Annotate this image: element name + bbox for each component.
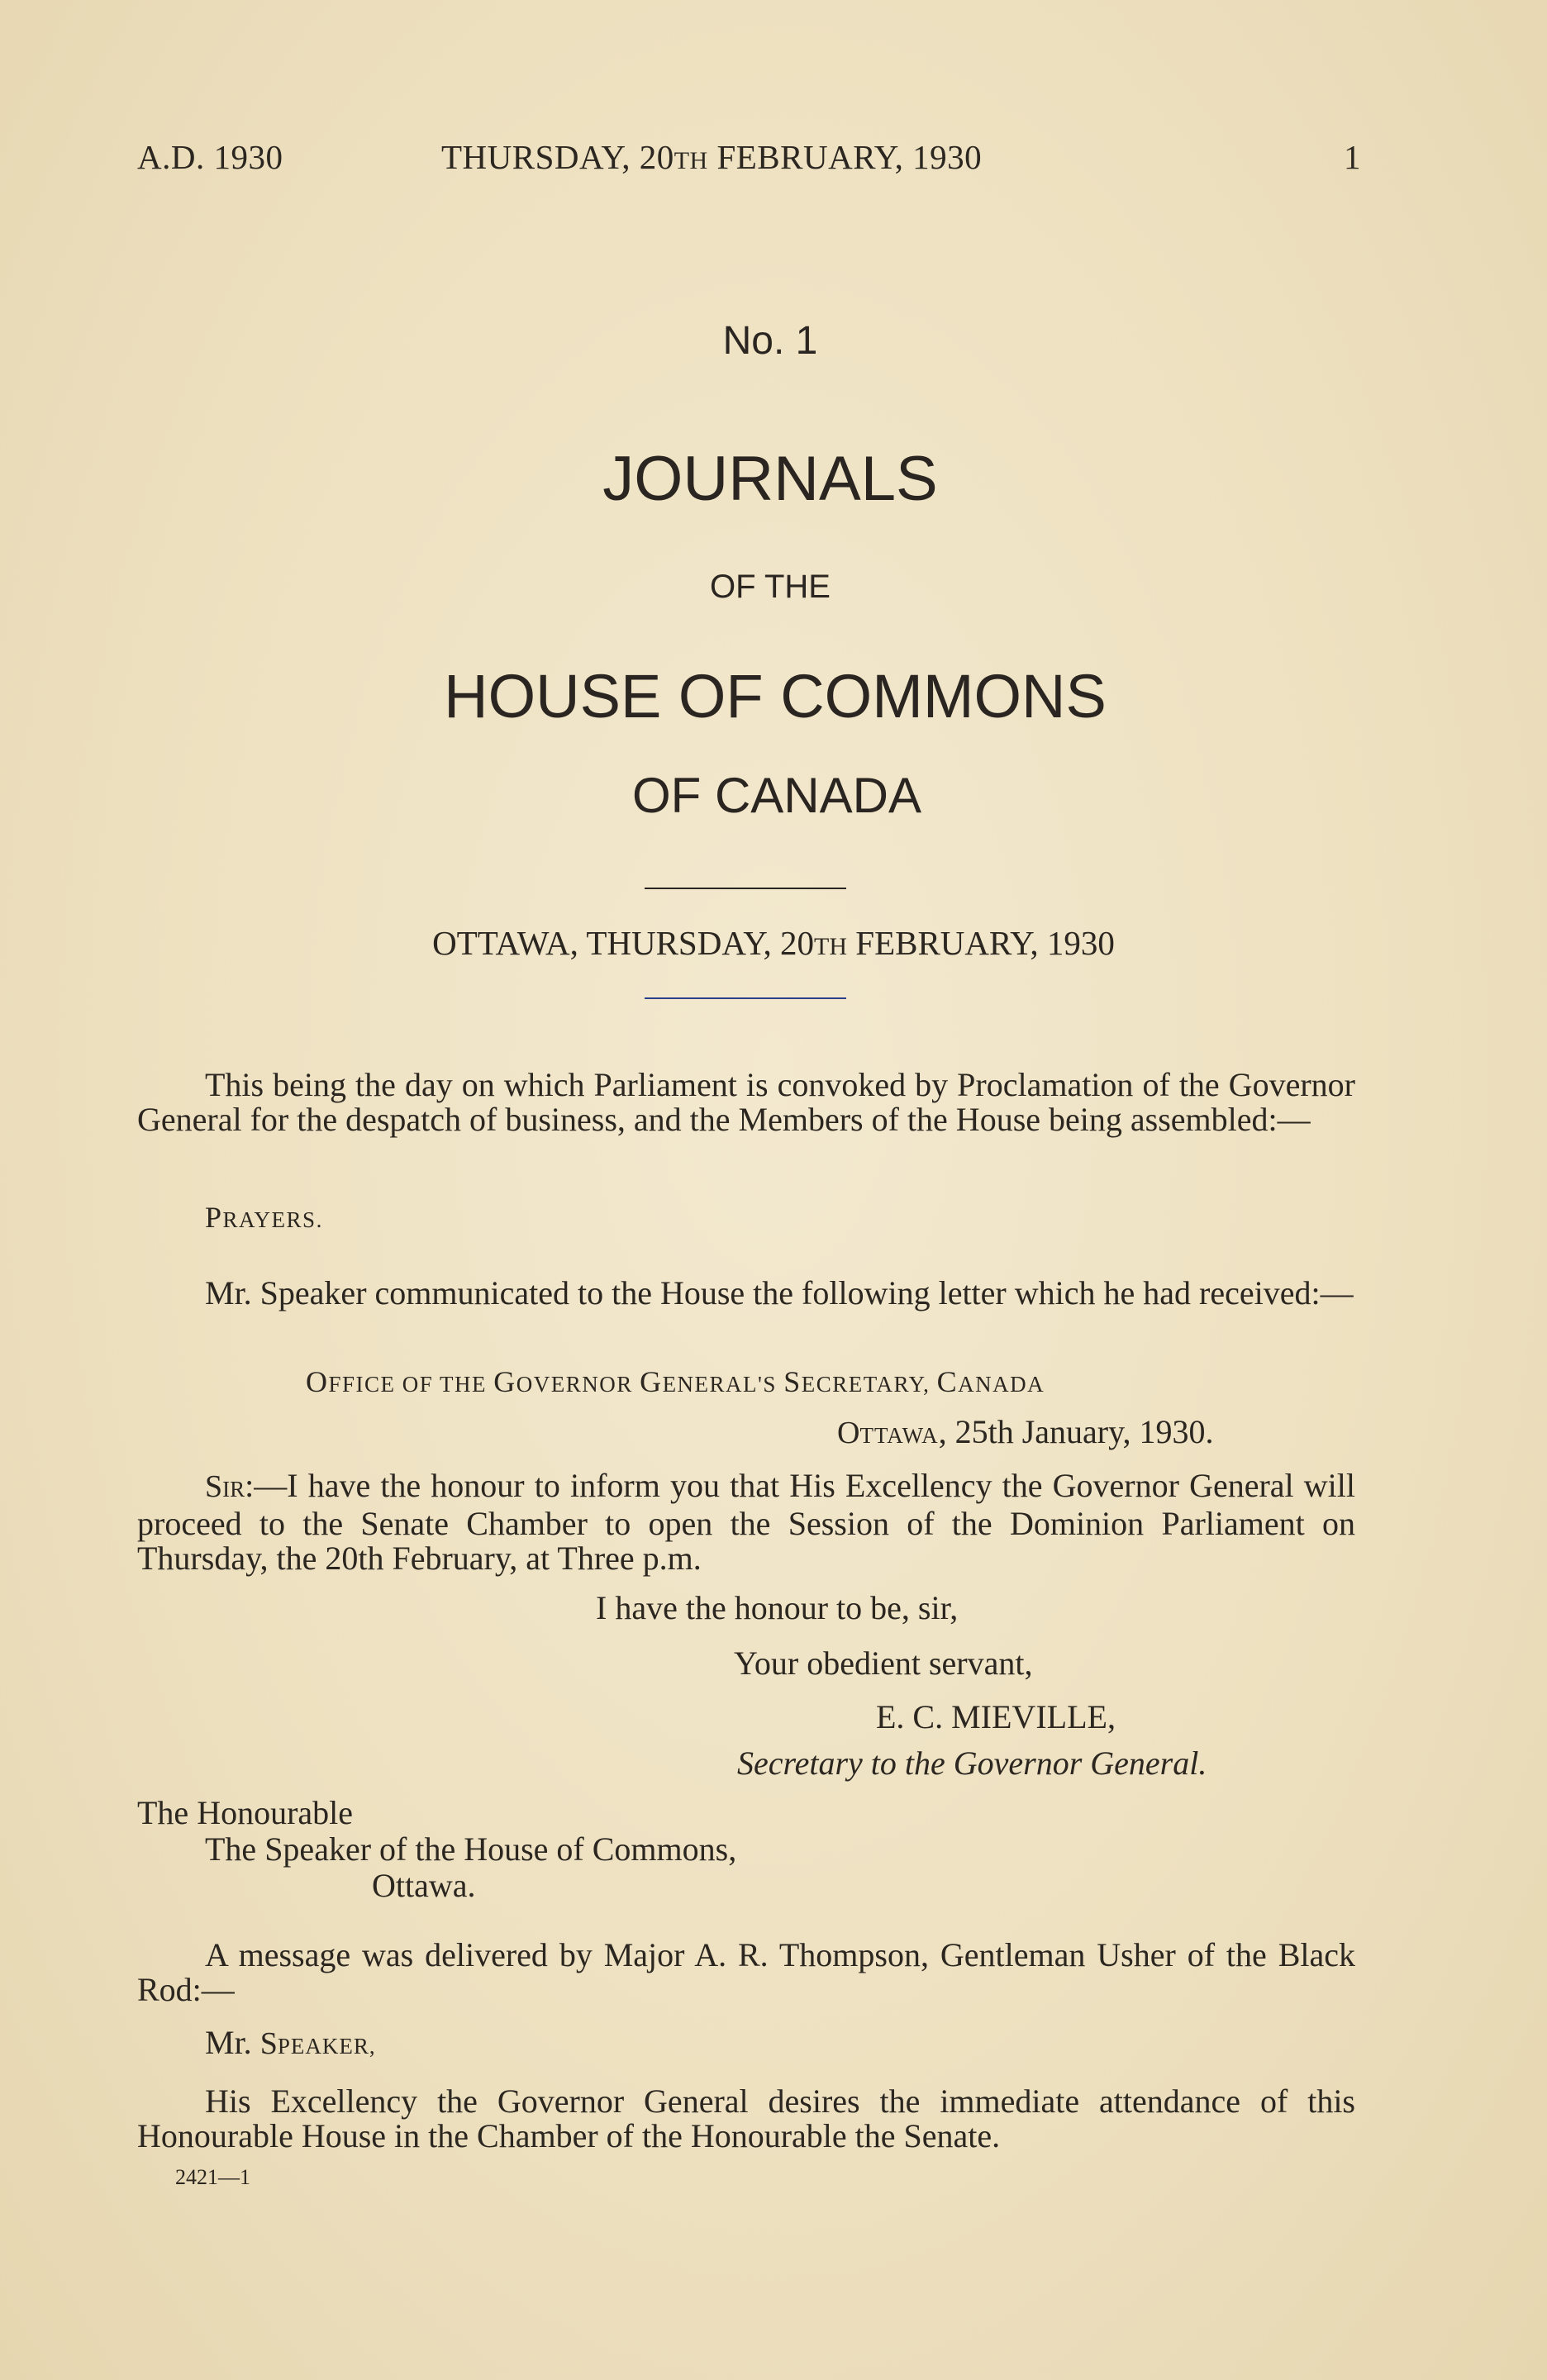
mr-speaker-salutation: [205, 2025, 376, 2063]
letter-date: , 25th January, 1930.: [938, 1413, 1214, 1450]
closing-line-2: Your obedient servant,: [734, 1645, 1033, 1682]
page-number: 1: [1344, 138, 1361, 176]
ottawa-cap: O: [837, 1416, 860, 1450]
prayers-heading: [205, 1199, 323, 1237]
office-r2: OVERNOR: [516, 1372, 640, 1397]
office-r1: FFICE OF THE: [328, 1372, 494, 1397]
dateline-rule: [645, 997, 846, 999]
mr-speaker-rest: PEAKER,: [277, 2034, 376, 2059]
sir-cap: S: [205, 1469, 223, 1504]
address-line-1: The Honourable: [137, 1794, 354, 1831]
title-rule: [645, 888, 846, 889]
header-year: A.D. 1930: [137, 138, 283, 176]
closing-line-1: I have the honour to be, sir,: [596, 1589, 959, 1626]
address-line-2: The Speaker of the House of Commons,: [205, 1830, 737, 1868]
letter-dateline: [837, 1415, 1214, 1453]
office-c1: O: [306, 1365, 329, 1398]
mr-speaker-pre: Mr.: [205, 2024, 260, 2061]
header-date: [441, 137, 982, 177]
speaker-communication: Mr. Speaker communicated to the House the following letter which he had received:—: [205, 1274, 1354, 1311]
letter-body: [137, 1468, 1355, 1576]
of-the-label: OF THE: [710, 569, 831, 605]
issue-number: No. 1: [722, 319, 818, 363]
office-heading: [306, 1364, 1045, 1399]
dateline-suffix: TH: [814, 933, 848, 960]
header-date-suffix: TH: [674, 147, 708, 174]
dateline: [0, 923, 1547, 963]
header-date-pre: THURSDAY, 20: [441, 138, 674, 176]
journals-title: JOURNALS: [602, 444, 938, 514]
prayers-rest: RAYERS.: [222, 1207, 323, 1232]
mr-speaker-cap: S: [259, 2026, 278, 2061]
dateline-post: FEBRUARY, 1930: [847, 924, 1115, 962]
governor-desires: His Excellency the Governor General desires the immediate attendance of this Honourable House in the Chamber of the Honourable the Senate.: [137, 2082, 1355, 2154]
signature-name: E. C. MIEVILLE,: [876, 1698, 1116, 1735]
office-c3: G: [640, 1365, 663, 1398]
ottawa-rest: TTAWA: [859, 1423, 939, 1448]
dateline-pre: OTTAWA, THURSDAY, 20: [432, 924, 815, 962]
of-canada-title: OF CANADA: [631, 768, 922, 823]
office-c4: S: [783, 1365, 802, 1398]
office-r5: ANADA: [958, 1372, 1045, 1397]
address-line-3: Ottawa.: [372, 1867, 476, 1904]
office-c5: C: [936, 1365, 959, 1398]
header-date-post: FEBRUARY, 1930: [707, 138, 983, 176]
house-of-commons-title: HOUSE OF COMMONS: [444, 662, 1107, 731]
office-r3: ENERAL'S: [662, 1372, 784, 1397]
prayers-cap: P: [205, 1201, 223, 1234]
sir-rest: IR: [222, 1477, 245, 1502]
office-r4: ECRETARY,: [801, 1372, 937, 1397]
office-c2: G: [493, 1365, 516, 1398]
signature-title: Secretary to the Governor General.: [737, 1745, 1207, 1782]
printer-signature-mark: 2421—1: [175, 2165, 250, 2189]
letter-body-text: :—I have the honour to inform you that His Excellency the Governor General will proceed to the Senate Chamber to open the Session of the Dominion Parliament on Thursday, the 20th February, at Three p.m.: [137, 1467, 1355, 1577]
intro-paragraph: This being the day on which Parliament is convoked by Proclamation of the Governor General for the despatch of business, and the Members of the House being assembled:—: [137, 1066, 1355, 1138]
black-rod-message: A message was delivered by Major A. R. Thompson, Gentleman Usher of the Black Rod:—: [137, 1936, 1355, 2008]
